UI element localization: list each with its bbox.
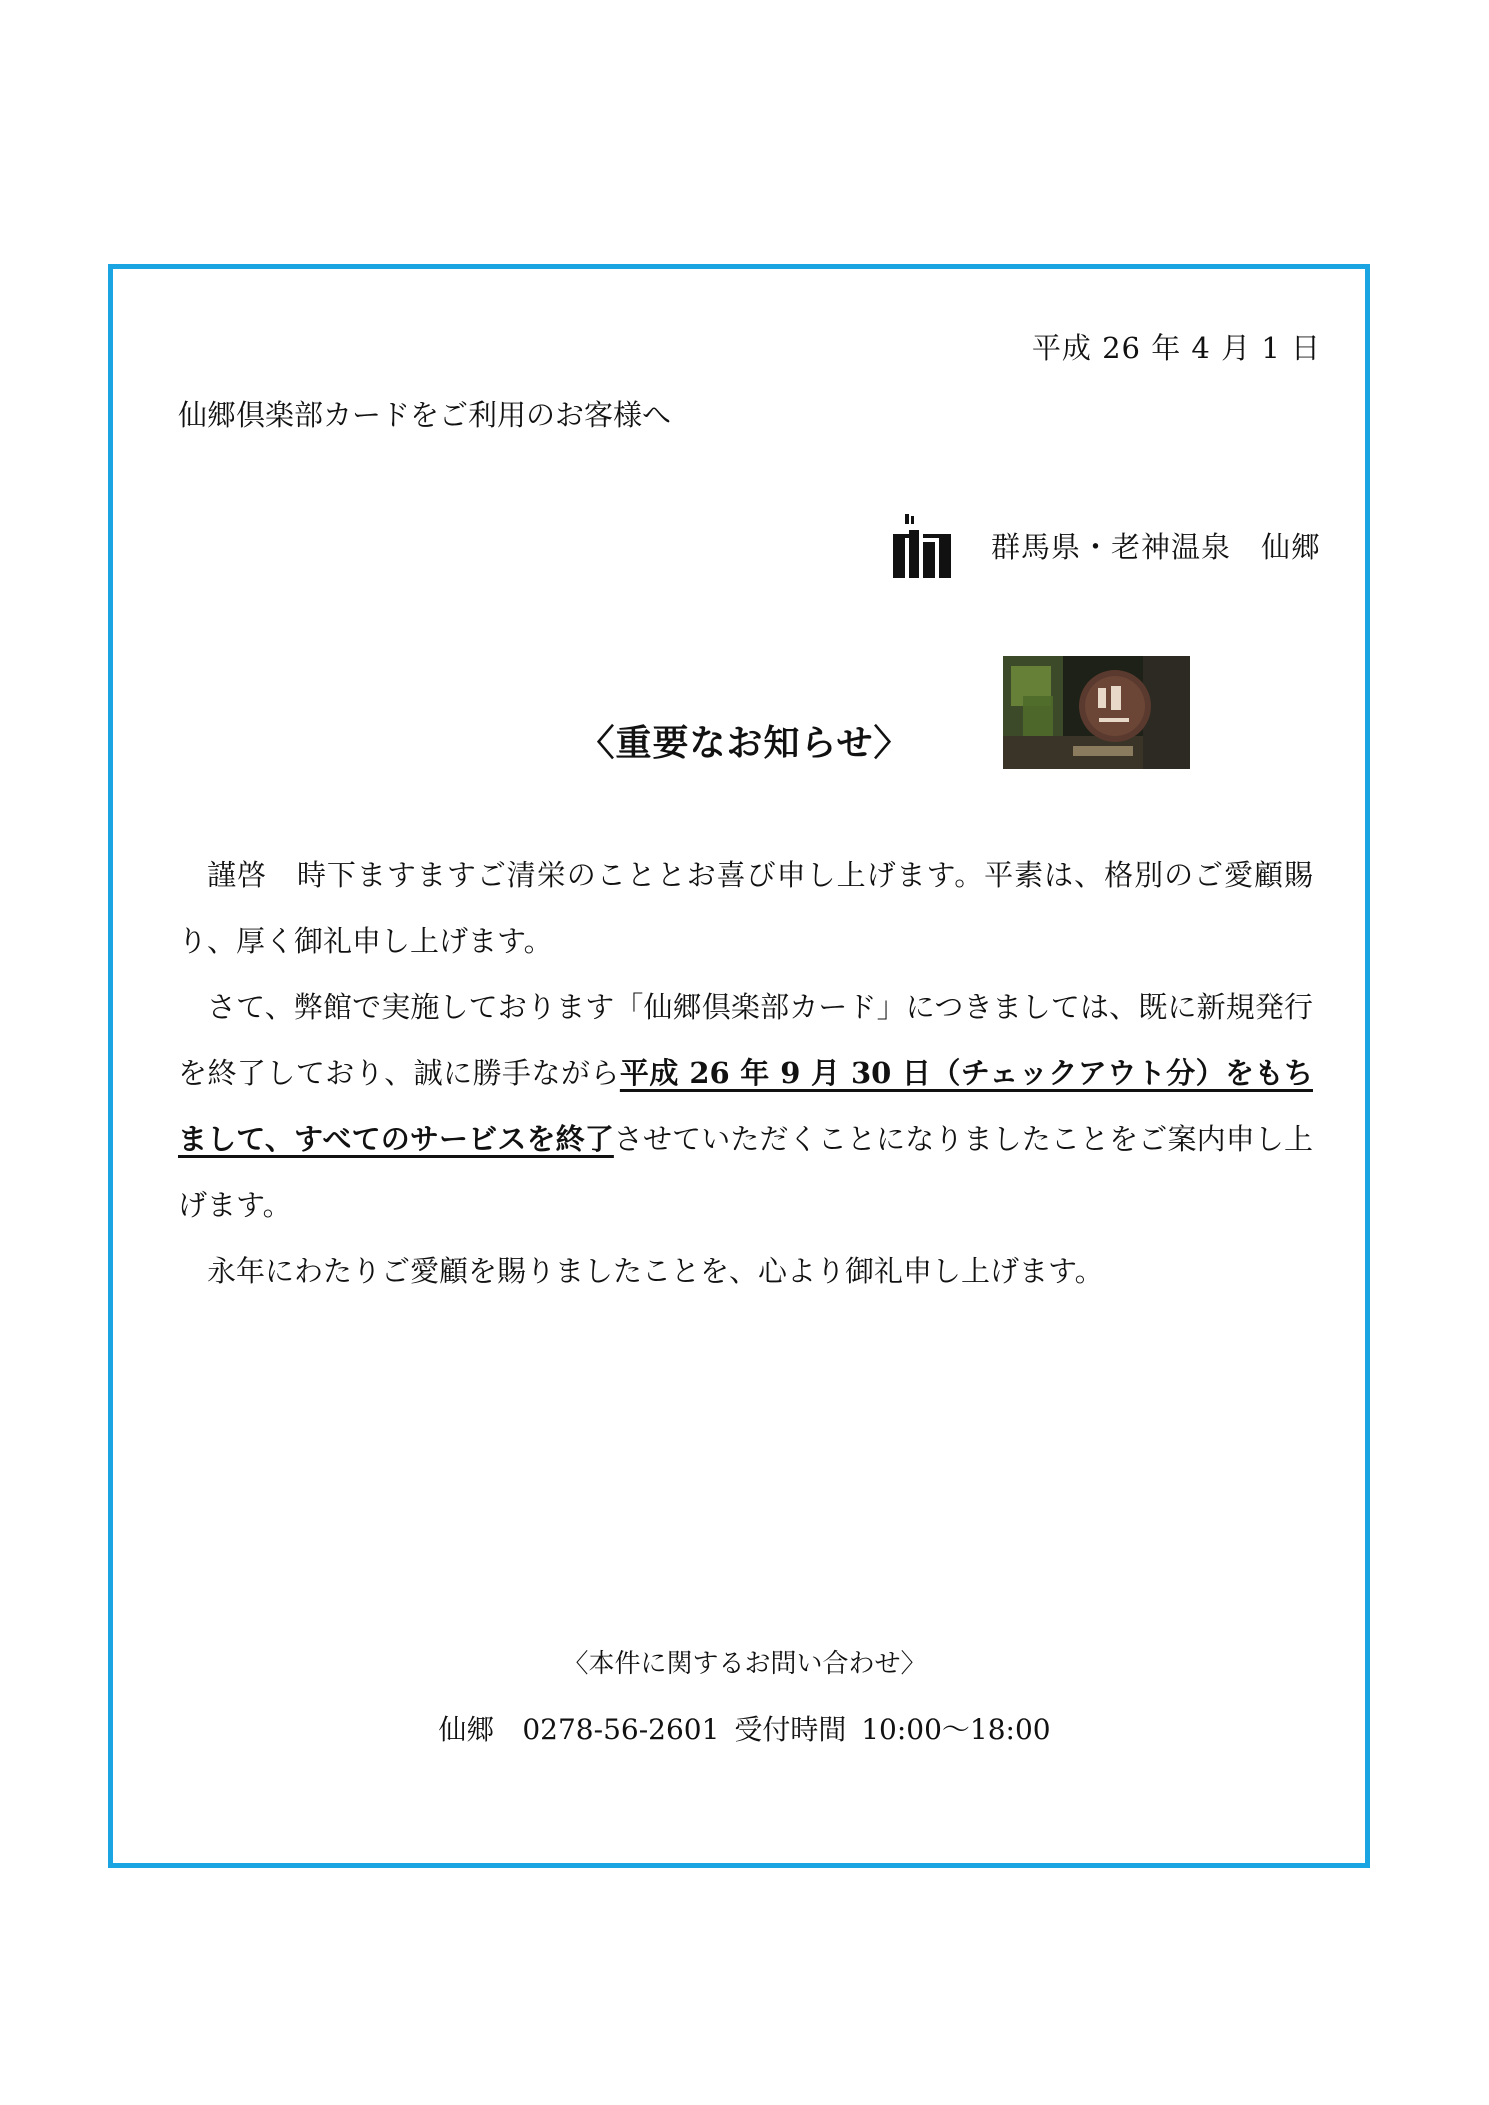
inquiry-contact-line: 仙郷 0278-56-2601 受付時間 10:00～18:00 (438, 1713, 1051, 1746)
sender-block (891, 512, 1321, 578)
paragraph-greeting: 謹啓 時下ますますご清栄のこととお喜び申し上げます。平素は、格別のご愛顧賜り、厚く御礼申し上げます。 (178, 858, 1313, 958)
announcement-tail: させていただくことになりましたことをご案内申し上げます。 (178, 1122, 1313, 1222)
notice-body (178, 842, 1313, 1304)
senkyo-logo-icon (891, 512, 955, 578)
announcement-lead: さて、弊館で実施しております「仙郷倶楽部カード」につきましては、既に新規発行を終了しており、誠に勝手ながら (178, 990, 1313, 1090)
paragraph-announcement (178, 974, 1313, 1238)
recipient-line: 仙郷倶楽部カードをご利用のお客様へ (178, 398, 672, 432)
paragraph-thanks: 永年にわたりご愛顧を賜りましたことを、心より御礼申し上げます。 (207, 1254, 1104, 1288)
lobby-photo-icon (1003, 656, 1190, 769)
service-end-date-emphasis: 平成 26 年 9 月 30 日（チェックアウト分）をもちまして、すべてのサービスを終了 (178, 1056, 1313, 1156)
notice-title: 〈重要なお知らせ〉 (578, 722, 911, 764)
notice-date: 平成 26 年 4 月 1 日 (1031, 331, 1321, 365)
inquiry-title: 〈本件に関するお問い合わせ〉 (562, 1649, 927, 1679)
sender-name: 群馬県・老神温泉 仙郷 (990, 529, 1321, 564)
